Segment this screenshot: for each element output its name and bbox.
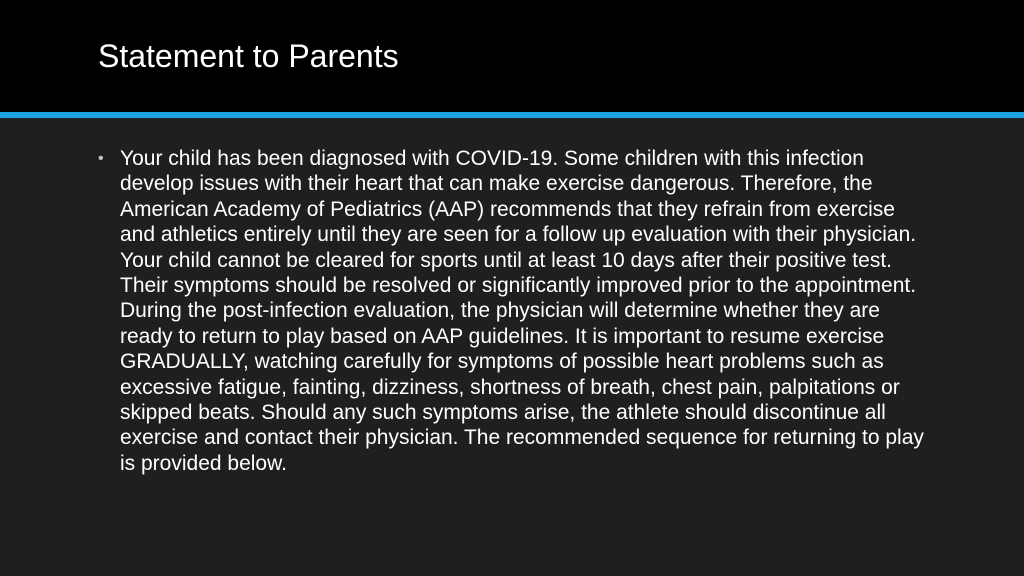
slide-title: Statement to Parents <box>98 38 399 74</box>
statement-paragraph: Your child has been diagnosed with COVID-19. Some children with this infection develop issues with their heart that can make exercise dangerous. Therefore, the American Academy of Pediatrics (AAP) recommends that they refrain from exercise and athletics entirely until they are seen for a follow up evaluation with their physician. Your child cannot be cleared for sports until at least 10 days after their positive test. Their symptoms should be resolved or significantly improved prior to the appointment. During the post-infection evaluation, the physician will determine whether they are ready to return to play based on AAP guidelines. It is important to resume exercise GRADUALLY, watching carefully for symptoms of possible heart problems such as excessive fatigue, fainting, dizziness, shortness of breath, chest pain, palpitations or skipped beats. Should any such symptoms arise, the athlete should discontinue all exercise and contact their physician. The recommended sequence for returning to play is provided below. <box>120 147 924 475</box>
slide-body <box>98 146 938 476</box>
title-bar <box>0 0 1024 112</box>
accent-divider <box>0 112 1024 118</box>
bullet-icon: • <box>98 150 104 167</box>
bullet-item <box>98 146 938 476</box>
